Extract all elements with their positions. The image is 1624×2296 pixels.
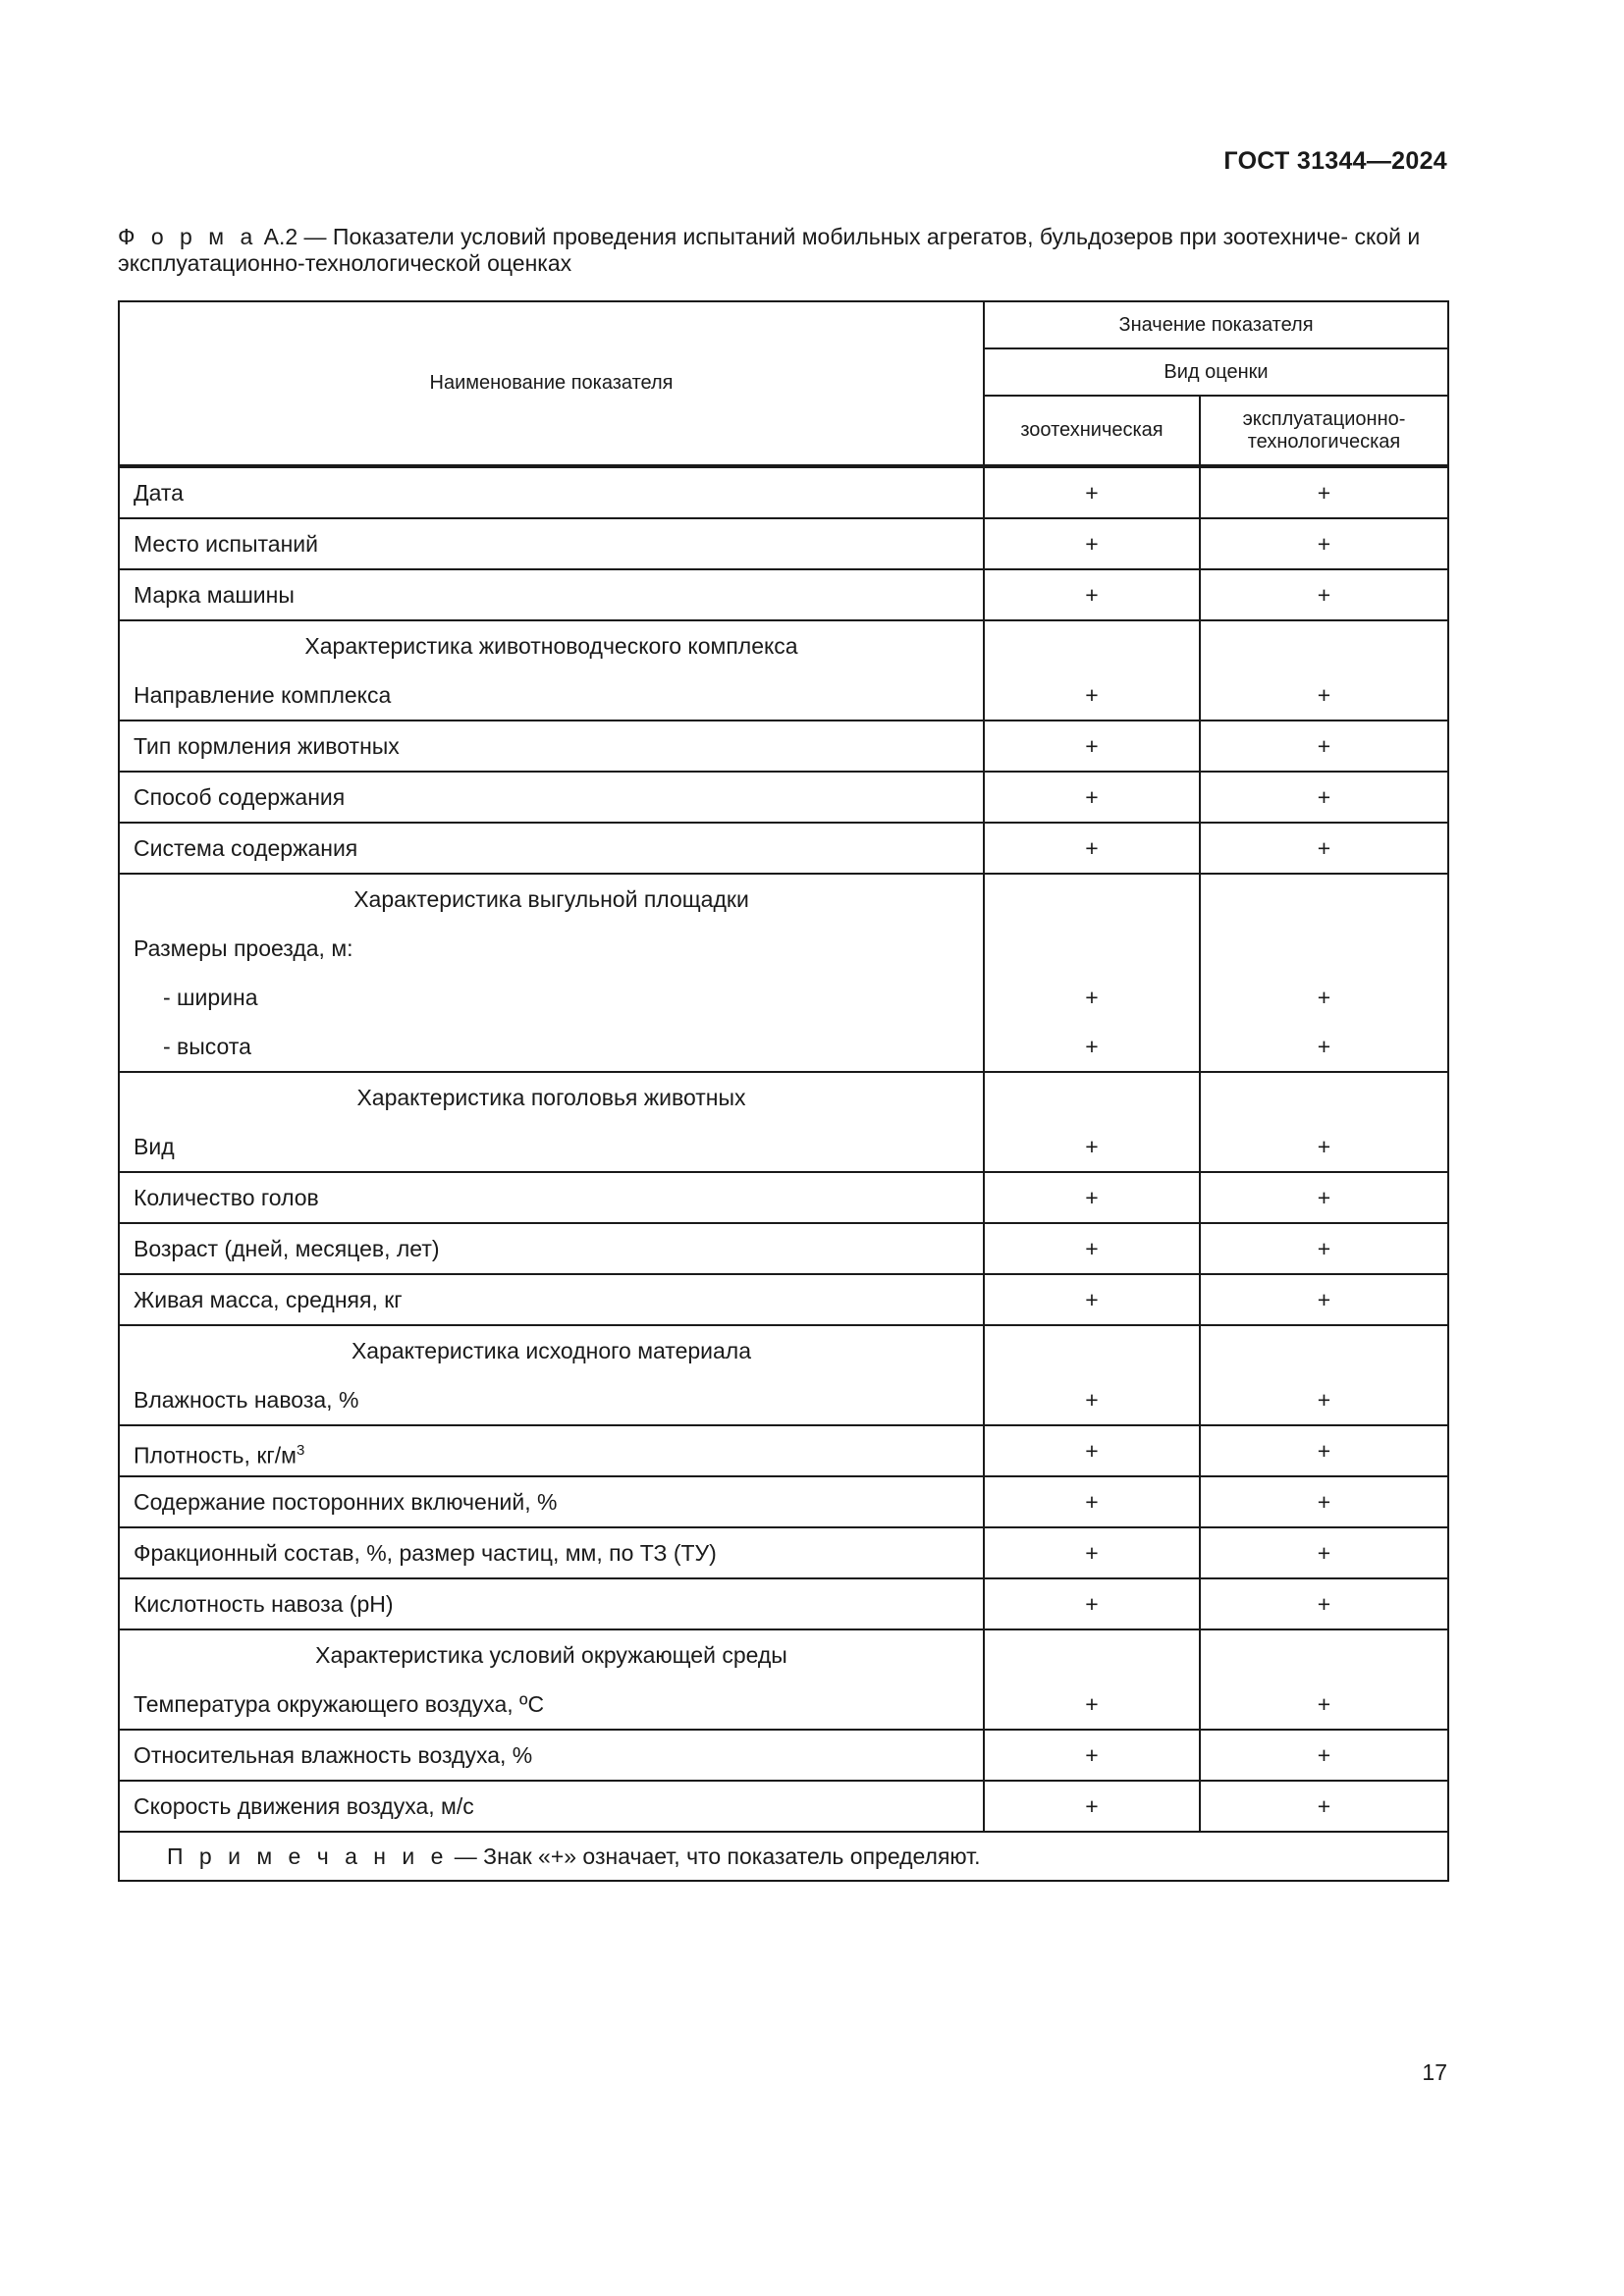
indicator-label [134,1426,983,1475]
plus-mark: + [1317,1387,1331,1413]
indicator-text: Характеристика поголовья животных [356,1085,746,1110]
plus-mark [985,1326,1199,1375]
plus-mark: + [1317,480,1331,506]
plus-mark: + [1317,531,1331,557]
indicator-text: Дата [134,480,184,506]
zootechnical-value-cell [984,823,1200,874]
plus-mark: + [1085,531,1099,557]
table-row [119,874,1448,1072]
indicator-text: Температура окружающего воздуха, ºС [134,1691,545,1717]
plus-mark: + [1085,582,1099,608]
operational-value-cell [1200,772,1448,823]
indicator-name-cell [119,1223,984,1274]
table-row [119,1527,1448,1578]
indicator-name-cell [119,1172,984,1223]
plus-mark [1201,875,1447,924]
zootechnical-value-cell [984,1781,1200,1832]
operational-value-cell [1200,874,1448,1072]
plus-mark: + [1317,1438,1331,1464]
section-heading [134,621,983,670]
table-row [119,721,1448,772]
table-body [119,466,1448,1832]
zootechnical-value-cell [984,1578,1200,1629]
indicator-name-cell [119,1325,984,1425]
section-heading [134,1326,983,1375]
indicator-text: Тип кормления животных [134,733,400,759]
plus-mark: + [1317,1489,1331,1515]
plus-mark: + [1317,1034,1331,1059]
plus-mark: + [1317,985,1331,1010]
table-row [119,1476,1448,1527]
indicator-text: Характеристика животноводческого комплекса [304,633,798,659]
table-row [119,620,1448,721]
plus-mark [985,1073,1199,1122]
table-row [119,1425,1448,1476]
indicator-text: Характеристика выгульной площадки [353,886,749,912]
operational-value-cell [1200,1629,1448,1730]
plus-mark: + [1085,1793,1099,1819]
indicator-name-cell [119,823,984,874]
indicator-name-cell [119,772,984,823]
indicator-label [134,1375,983,1424]
operational-value-cell [1200,721,1448,772]
plus-mark: + [1085,1742,1099,1768]
indicator-text: Количество голов [134,1185,319,1210]
indicator-name-cell [119,721,984,772]
plus-mark [1201,1073,1447,1122]
zootechnical-value-cell [984,1223,1200,1274]
table-row [119,1072,1448,1172]
header-assessment-kind: Вид оценки [984,348,1448,396]
indicator-text: Возраст (дней, месяцев, лет) [134,1236,440,1261]
section-heading [134,1073,983,1122]
plus-mark: + [1085,682,1099,708]
table-row [119,1223,1448,1274]
operational-value-cell [1200,823,1448,874]
indicator-name-cell [119,466,984,518]
indicator-label [134,1731,983,1780]
plus-mark [1201,1326,1447,1375]
plus-mark: + [1317,835,1331,861]
indicator-label [134,973,983,1022]
indicator-name-cell [119,1781,984,1832]
indicator-text: Плотность, кг/м [134,1442,297,1468]
zootechnical-value-cell [984,620,1200,721]
indicator-label [134,1275,983,1324]
operational-value-cell [1200,1325,1448,1425]
table-row [119,1578,1448,1629]
indicator-label [134,468,983,517]
indicator-text: Кислотность навоза (рН) [134,1591,394,1617]
indicator-text: Фракционный состав, %, размер частиц, мм, по ТЗ (ТУ) [134,1540,717,1566]
plus-mark: + [1085,1034,1099,1059]
indicator-label [134,1477,983,1526]
superscript: 3 [296,1442,305,1459]
plus-mark: + [1085,784,1099,810]
zootechnical-value-cell [984,1274,1200,1325]
form-caption [118,224,1447,277]
plus-mark [985,875,1199,924]
header-indicator-value: Значение показателя [984,301,1448,348]
indicator-text: Скорость движения воздуха, м/с [134,1793,474,1819]
zootechnical-value-cell [984,874,1200,1072]
indicator-text: Характеристика исходного материала [351,1338,752,1363]
zootechnical-value-cell [984,1425,1200,1476]
operational-value-cell [1200,1578,1448,1629]
indicator-text: Способ содержания [134,784,346,810]
indicator-label [134,773,983,822]
plus-mark: + [1085,1691,1099,1717]
document-code: ГОСТ 31344—2024 [1223,147,1447,175]
plus-mark: + [1317,1287,1331,1312]
table-row [119,1629,1448,1730]
plus-mark: + [1317,1742,1331,1768]
plus-mark: + [1317,582,1331,608]
indicator-text: Место испытаний [134,531,318,557]
indicator-label [134,1680,983,1729]
indicators-table [118,300,1449,1882]
operational-value-cell [1200,1274,1448,1325]
zootechnical-value-cell [984,1730,1200,1781]
indicator-label [134,670,983,720]
indicator-name-cell [119,569,984,620]
zootechnical-value-cell [984,1476,1200,1527]
plus-mark: + [1085,1591,1099,1617]
operational-value-cell [1200,1223,1448,1274]
operational-value-cell [1200,569,1448,620]
plus-mark: + [1317,1793,1331,1819]
indicator-name-cell [119,1578,984,1629]
plus-mark: + [1085,1236,1099,1261]
operational-value-cell [1200,1781,1448,1832]
operational-value-cell [1200,1730,1448,1781]
plus-mark: + [1085,1387,1099,1413]
plus-mark [1201,924,1447,973]
indicator-text: Направление комплекса [134,682,392,708]
indicator-label [134,721,983,771]
indicator-label [134,1224,983,1273]
operational-value-cell [1200,1072,1448,1172]
indicator-text: Влажность навоза, % [134,1387,359,1413]
table-row [119,1172,1448,1223]
indicator-text: Размеры проезда, м: [134,935,353,961]
table-row [119,1730,1448,1781]
indicator-label [134,824,983,873]
operational-value-cell [1200,518,1448,569]
operational-value-cell [1200,1425,1448,1476]
section-heading [134,875,983,924]
indicator-label [134,1122,983,1171]
table-row [119,569,1448,620]
indicator-name-cell [119,874,984,1072]
table-row [119,466,1448,518]
indicator-name-cell [119,518,984,569]
note-lead: П р и м е ч а н и е [167,1842,449,1869]
plus-mark: + [1317,682,1331,708]
plus-mark: + [1085,733,1099,759]
header-indicator-name: Наименование показателя [119,301,984,466]
zootechnical-value-cell [984,1527,1200,1578]
page-number: 17 [1422,2059,1447,2085]
plus-mark: + [1317,1691,1331,1717]
indicator-label [134,924,983,973]
indicator-label [134,570,983,619]
zootechnical-value-cell [984,569,1200,620]
indicator-label [134,1022,983,1071]
plus-mark: + [1317,1540,1331,1566]
plus-mark: + [1317,733,1331,759]
plus-mark: + [1317,1591,1331,1617]
indicator-label [134,1579,983,1629]
zootechnical-value-cell [984,1072,1200,1172]
indicator-name-cell [119,1527,984,1578]
table-row [119,823,1448,874]
table-note [119,1832,1448,1881]
table-row [119,1781,1448,1832]
zootechnical-value-cell [984,721,1200,772]
zootechnical-value-cell [984,1172,1200,1223]
table-row [119,772,1448,823]
indicator-text: Живая масса, средняя, кг [134,1287,403,1312]
plus-mark: + [1085,1540,1099,1566]
indicator-text: Система содержания [134,835,358,861]
operational-value-cell [1200,620,1448,721]
plus-mark: + [1085,835,1099,861]
plus-mark: + [1085,1287,1099,1312]
operational-value-cell [1200,1527,1448,1578]
caption-lead: Ф о р м а [118,224,258,249]
indicator-text: Марка машины [134,582,295,608]
indicator-name-cell [119,1476,984,1527]
table-row [119,1274,1448,1325]
zootechnical-value-cell [984,1325,1200,1425]
plus-mark: + [1085,1438,1099,1464]
plus-mark: + [1085,1134,1099,1159]
zootechnical-value-cell [984,518,1200,569]
zootechnical-value-cell [984,1629,1200,1730]
plus-mark [985,924,1199,973]
plus-mark: + [1085,985,1099,1010]
plus-mark: + [1085,480,1099,506]
indicator-name-cell [119,1274,984,1325]
indicator-name-cell [119,1730,984,1781]
indicator-text: Содержание посторонних включений, % [134,1489,558,1515]
operational-value-cell [1200,466,1448,518]
table-row [119,518,1448,569]
zootechnical-value-cell [984,772,1200,823]
table-row [119,1325,1448,1425]
plus-mark: + [1317,1134,1331,1159]
zootechnical-value-cell [984,466,1200,518]
header-zootechnical: зоотехническая [984,396,1200,466]
indicator-name-cell [119,1629,984,1730]
plus-mark [1201,621,1447,670]
indicator-label [134,519,983,568]
indicator-label [134,1782,983,1831]
plus-mark: + [1085,1185,1099,1210]
plus-mark [1201,1630,1447,1680]
indicator-name-cell [119,620,984,721]
indicator-text: Относительная влажность воздуха, % [134,1742,533,1768]
operational-value-cell [1200,1476,1448,1527]
plus-mark [985,1630,1199,1680]
indicator-label [134,1173,983,1222]
indicator-text: - высота [163,1034,251,1059]
plus-mark: + [1317,1185,1331,1210]
indicator-text: Вид [134,1134,175,1159]
indicator-name-cell [119,1072,984,1172]
indicator-name-cell [119,1425,984,1476]
note-text: — Знак «+» означает, что показатель определяют. [448,1842,981,1869]
header-operational-technological: эксплуатационно-технологическая [1200,396,1448,466]
operational-value-cell [1200,1172,1448,1223]
plus-mark [985,621,1199,670]
caption-text: А.2 — Показатели условий проведения испытаний мобильных агрегатов, бульдозеров при зоотехниче- ской и эксплуатационно-технологической оценках [118,224,1421,276]
plus-mark: + [1317,784,1331,810]
indicator-label [134,1528,983,1577]
section-heading [134,1630,983,1680]
indicator-text: Характеристика условий окружающей среды [315,1642,787,1668]
plus-mark: + [1317,1236,1331,1261]
indicator-text: - ширина [163,985,258,1010]
plus-mark: + [1085,1489,1099,1515]
